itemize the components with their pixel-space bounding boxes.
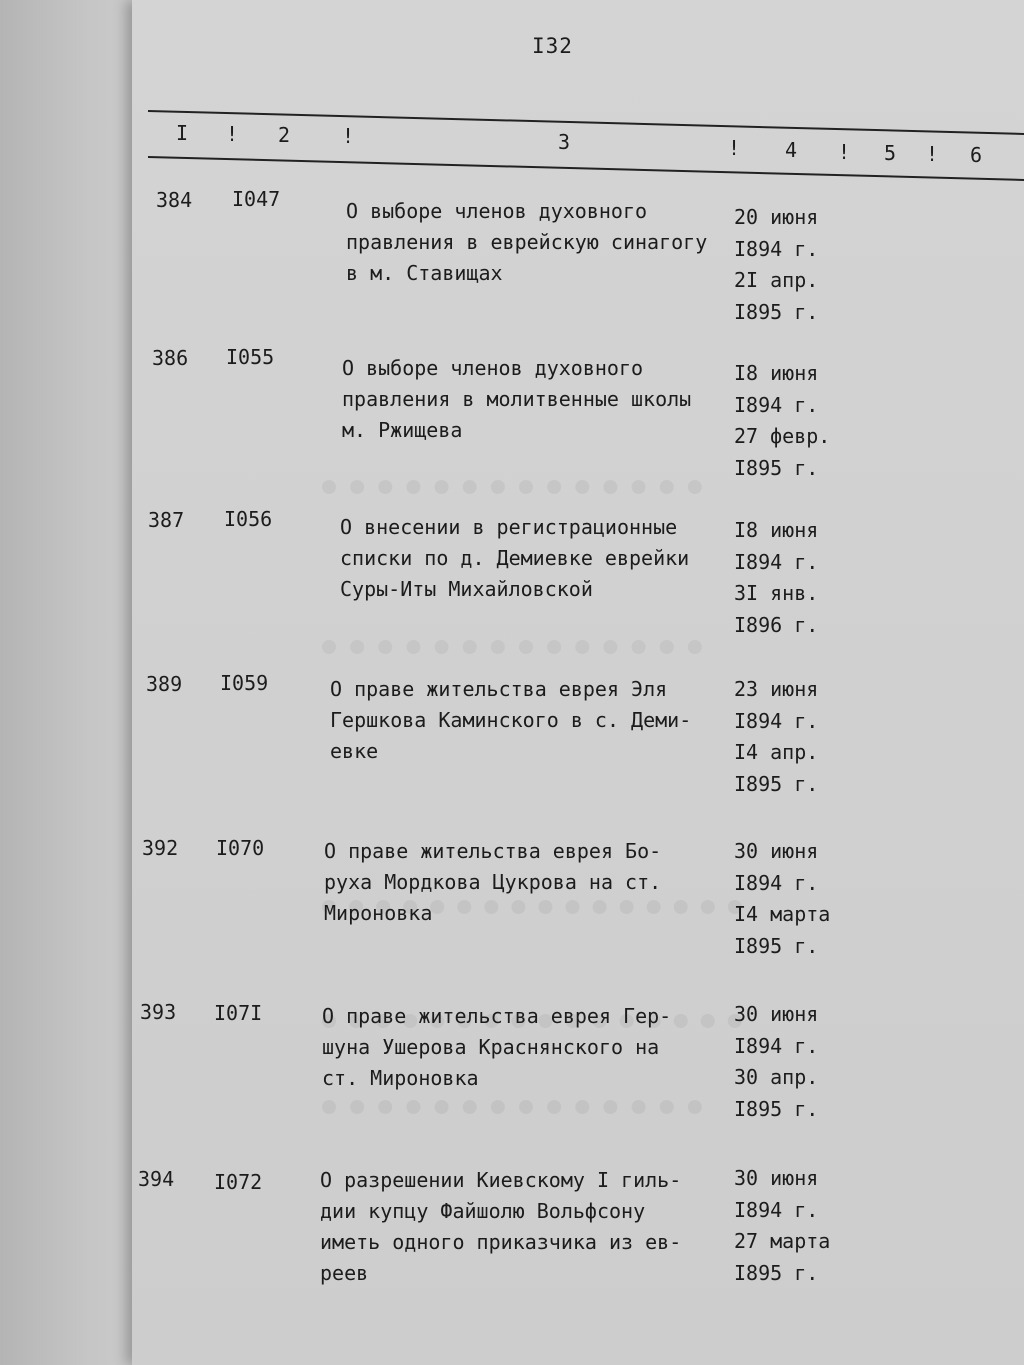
header-col-6: 6: [970, 143, 983, 167]
row-title: О праве жительства еврея Эля Гершкова Каминского в с. Деми- евке: [330, 677, 692, 763]
row-code: I072: [214, 1170, 263, 1194]
header-col-2: 2: [278, 123, 291, 147]
row-dates: I8 июня I894 г. 27 февр. I895 г.: [734, 361, 831, 480]
row-number: 387: [148, 508, 185, 532]
document-sheet: [132, 0, 1024, 1365]
row-number: 394: [138, 1167, 175, 1191]
header-col-1: I: [176, 121, 189, 145]
header-col-5: 5: [884, 141, 897, 165]
header-separator: !: [226, 122, 239, 146]
row-code: I055: [226, 345, 275, 369]
row-number: 389: [146, 672, 183, 696]
row-code: I047: [232, 187, 281, 211]
row-code: I059: [220, 671, 269, 695]
row-dates: 20 июня I894 г. 2I апр. I895 г.: [734, 205, 819, 324]
row-title: О внесении в регистрационные списки по д. Демиевке еврейки Суры-Иты Михайловской: [340, 515, 690, 601]
row-number: 386: [152, 346, 189, 370]
row-dates: 23 июня I894 г. I4 апр. I895 г.: [734, 677, 819, 796]
row-title: О разрешении Киевскому I гиль- дии купцу Файшолю Вольфсону иметь одного приказчика из ев- реев: [320, 1168, 682, 1285]
row-title: О выборе членов духовного правления в еврейскую синагогу в м. Ставищах: [346, 199, 708, 285]
underlying-page: [0, 0, 150, 1365]
row-code: I056: [224, 507, 273, 531]
row-number: 393: [140, 1000, 177, 1024]
row-number: 392: [142, 836, 179, 860]
header-separator: !: [342, 124, 355, 148]
header-separator: !: [926, 142, 939, 166]
row-dates: 30 июня I894 г. 30 апр. I895 г.: [734, 1002, 819, 1121]
row-code: I070: [216, 836, 265, 860]
page-number: I32: [532, 34, 573, 58]
header-separator: !: [728, 136, 741, 160]
header-separator: !: [838, 140, 851, 164]
row-dates: 30 июня I894 г. I4 марта I895 г.: [734, 839, 831, 958]
header-col-3: 3: [558, 130, 571, 154]
row-dates: I8 июня I894 г. 3I янв. I896 г.: [734, 518, 819, 637]
bleed-through-texture: [322, 1100, 702, 1174]
row-dates: 30 июня I894 г. 27 марта I895 г.: [734, 1166, 831, 1285]
row-code: I07I: [214, 1001, 263, 1025]
row-number: 384: [156, 188, 193, 212]
header-col-4: 4: [785, 138, 798, 162]
row-title: О праве жительства еврея Бо- руха Мордкова Цукрова на ст. Мироновка: [324, 839, 662, 925]
row-title: О выборе членов духовного правления в молитвенные школы м. Ржищева: [342, 356, 692, 442]
row-title: О праве жительства еврея Гер- шуна Ушерова Краснянского на ст. Мироновка: [322, 1004, 672, 1090]
